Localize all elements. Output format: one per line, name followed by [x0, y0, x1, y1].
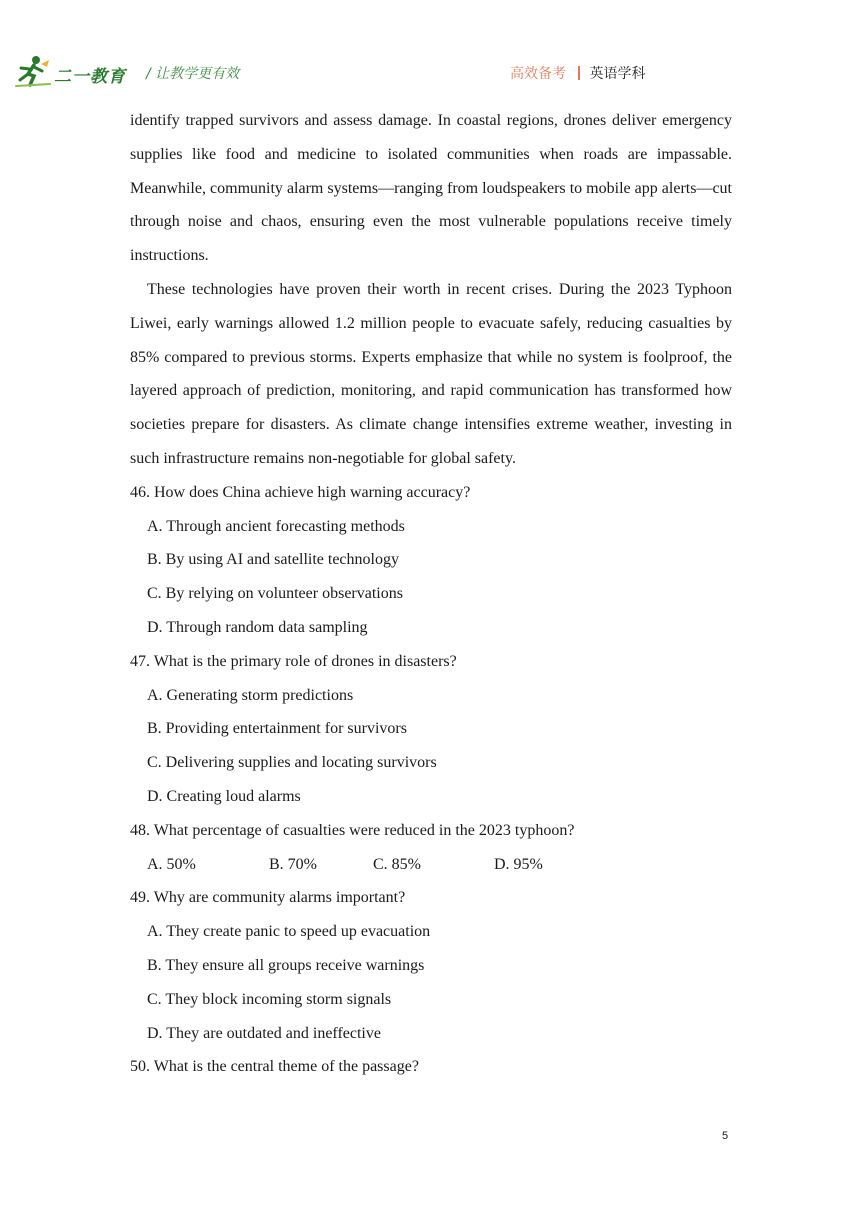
option-a: A. They create panic to speed up evacuation: [147, 923, 431, 941]
question-49: [130, 881, 732, 1050]
question-stem: 46. How does China achieve high warning accuracy?: [130, 483, 471, 501]
page-number: 5: [722, 1130, 729, 1142]
question-50: [130, 1050, 732, 1084]
option-c: C. By relying on volunteer observations: [147, 585, 403, 603]
option-b: B. Providing entertainment for survivors: [147, 720, 407, 738]
page-header: [0, 0, 860, 100]
option-d: D. They are outdated and ineffective: [147, 1024, 381, 1042]
option-b: B. 70%: [269, 855, 317, 873]
question-46: [130, 476, 732, 645]
option-c: C. 85%: [373, 855, 421, 873]
question-stem: 48. What percentage of casualties were reduced in the 2023 typhoon?: [130, 821, 575, 839]
option-a: A. Generating storm predictions: [147, 686, 354, 704]
option-d: D. Creating loud alarms: [147, 787, 301, 805]
option-b: B. By using AI and satellite technology: [147, 551, 399, 569]
option-d: D. 95%: [494, 855, 543, 873]
header-right: [510, 63, 646, 83]
question-stem: 50. What is the central theme of the passage?: [130, 1058, 419, 1076]
question-stem: 49. Why are community alarms important?: [130, 889, 406, 907]
header-slogan: / 让教学更有效: [146, 66, 240, 82]
runner-icon: [14, 54, 54, 90]
passage-paragraph-1: identify trapped survivors and assess damage. In coastal regions, drones deliver emergency supplies like food and medicine to isolated communities when roads are impassable. Meanwhile, community alarm systems—ranging from loudspeakers to mobile app alerts—cut through noise and chaos, ensuring even the most vulnerable populations receive timely instructions.: [130, 112, 732, 265]
logo-text: 二一教育: [54, 67, 126, 87]
question-stem: 47. What is the primary role of drones in disasters?: [130, 652, 457, 670]
options-row: [130, 848, 732, 882]
passage-paragraph-2: These technologies have proven their worth in recent crises. During the 2023 Typhoon Liwei, early warnings allowed 1.2 million people to evacuate safely, reducing casualties by 85% compared to previous storms. Experts emphasize that while no system is foolproof, the layered approach of prediction, monitoring, and rapid communication has transformed how societies prepare for disasters. As climate change intensifies extreme weather, investing in such infrastructure remains non-negotiable for global safety.: [130, 280, 732, 467]
question-48: [130, 814, 732, 882]
option-b: B. They ensure all groups receive warnings: [147, 956, 425, 974]
option-a: A. Through ancient forecasting methods: [147, 517, 405, 535]
header-divider: [578, 66, 580, 80]
option-c: C. Delivering supplies and locating survivors: [147, 754, 437, 772]
option-c: C. They block incoming storm signals: [147, 990, 392, 1008]
option-d: D. Through random data sampling: [147, 618, 368, 636]
question-47: [130, 645, 732, 814]
page-content: [130, 104, 732, 1084]
brand-logo: [14, 54, 126, 90]
exam-label: 高效备考: [510, 66, 566, 82]
option-a: A. 50%: [147, 855, 196, 873]
subject-label: 英语学科: [589, 66, 646, 82]
